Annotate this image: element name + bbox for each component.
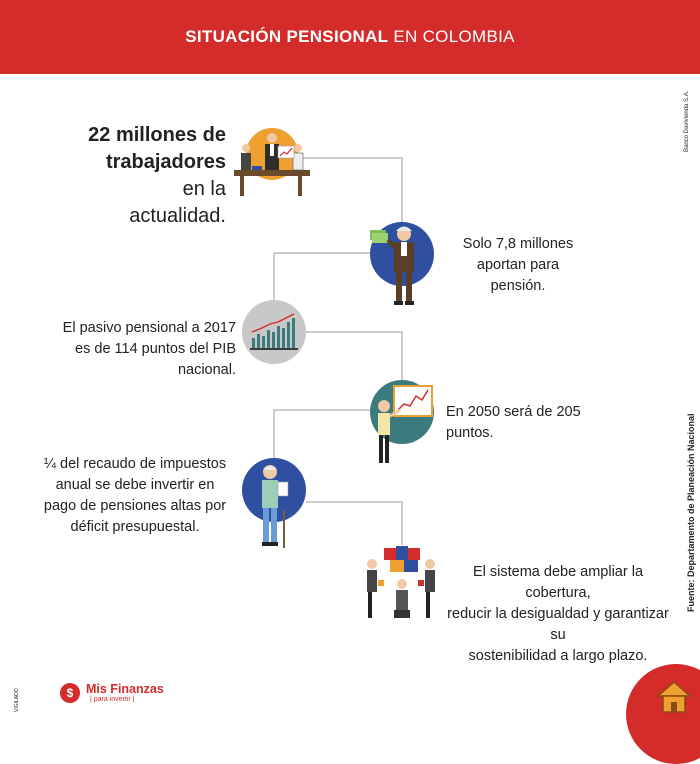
item-5-line-2: anual se debe invertir en (55, 477, 215, 493)
item-3-line-2: es de 114 puntos del PIB nacional. (75, 341, 236, 378)
item-1-bold-1: 22 millones de (88, 124, 226, 146)
item-2-line-2: aportan para pensión. (476, 257, 560, 294)
logo-name: Mis Finanzas (86, 682, 164, 696)
vigilado-label: VIGILADO (14, 688, 20, 712)
logo-tagline: | para invertir | (90, 696, 135, 703)
presenter-chart-icon (370, 382, 436, 468)
item-4-text (446, 402, 626, 444)
item-5-line-4: déficit presupuestal. (70, 519, 200, 535)
item-6-line-2: reducir la desigualdad y garantizar su (447, 606, 669, 643)
elderly-man-icon (252, 462, 300, 552)
item-1-text (86, 122, 226, 230)
item-6-text (440, 562, 676, 667)
teamwork-puzzle-icon (364, 544, 440, 626)
item-1-regular: en la actualidad. (129, 178, 226, 227)
item-5-text (40, 454, 230, 538)
item-5-line-1: ¼ del recaudo de impuestos (43, 456, 227, 472)
credit-text: Banco Davivienda S.A. (684, 90, 690, 152)
title-bold: SITUACIÓN PENSIONAL (185, 27, 389, 46)
title-rest: EN COLOMBIA (388, 27, 515, 46)
item-4-line-1: En 2050 será de 205 puntos. (446, 404, 581, 441)
bar-chart-icon (248, 312, 302, 352)
house-icon (654, 678, 694, 718)
item-2-line-1: Solo 7,8 millones (462, 236, 574, 252)
man-with-money-icon (368, 222, 432, 308)
business-meeting-icon (232, 126, 312, 198)
item-6-line-1: El sistema debe ampliar la cobertura, (472, 564, 644, 601)
item-6-line-3: sostenibilidad a largo plazo. (468, 648, 648, 664)
item-5-line-3: pago de pensiones altas por (43, 498, 227, 514)
item-3-text (40, 318, 236, 381)
item-2-text (448, 234, 588, 297)
item-3-line-1: El pasivo pensional a 2017 (62, 320, 236, 336)
dollar-coin-icon: $ (60, 683, 80, 703)
source-text: Fuente: Departamento de Planeación Nacional (686, 413, 696, 612)
item-1-bold-2: trabajadores (105, 151, 226, 173)
